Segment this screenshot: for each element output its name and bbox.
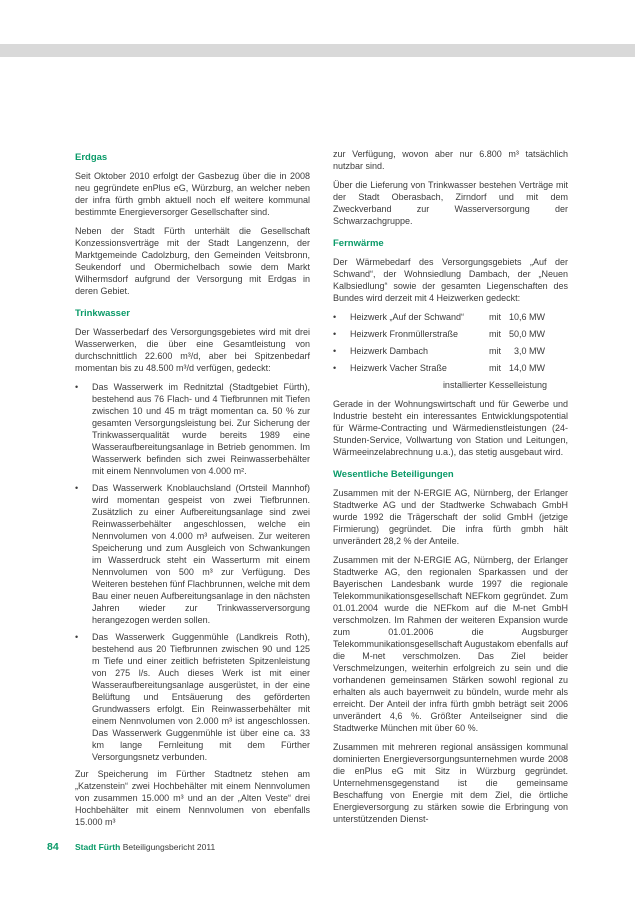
- page-footer: [0, 840, 635, 854]
- list-item-text: Das Wasserwerk Guggenmühle (Landkreis Roth), bestehend aus 20 Tiefbrunnen zwischen 90 und 125 m Tiefe und einer zeitlich befristeten Spitzenleistung von 275 l/s. Auch dieses Werk ist mit einer Wasseraufbereitungsanlage ausgerüstet, in der eine Belüftung und Entsäuerung des geförderten Grundwassers erfolgt. Ein Reinwasserbehälter mit einem Nennvolumen von 2.000 m³ ist angeschlossen. Das Wasserwerk Guggenmühle ist über eine ca. 33 km lange Fernleitung mit dem Fürther Versorgungsnetz verbunden.: [92, 632, 310, 762]
- bullet-icon: •: [333, 346, 337, 356]
- section-heading-erdgas: Erdgas: [75, 152, 108, 163]
- paragraph: Über die Lieferung von Trinkwasser bestehen Verträge mit der Stadt Oberasbach, Zirndorf und mit dem Zweckverband zur Wasserversorgung der Schwarzachgruppe.: [333, 180, 568, 226]
- page-content: [75, 148, 568, 835]
- heizwerk-name: Heizwerk „Auf der Schwand“: [350, 312, 465, 322]
- heizwerk-power: 10,6 MW: [508, 312, 545, 322]
- heizwerk-prefix: mit: [489, 363, 501, 373]
- heizwerk-list: [333, 311, 568, 391]
- heizwerk-power: 14,0 MW: [508, 363, 545, 373]
- heizwerk-prefix: mit: [489, 312, 501, 322]
- list-item: [75, 482, 310, 626]
- top-gray-bar: [0, 44, 635, 57]
- footer-report-title: Beteiligungsbericht 2011: [122, 842, 216, 852]
- list-item: [333, 362, 568, 374]
- list-item-text: Das Wasserwerk Knoblauchsland (Ortsteil Mannhof) wird momentan gespeist von zwei Tiefbrunnen. Zusätzlich zu einer Aufbereitungsanlage sind zwei Reinwasserbehälter angeschlossen, welche ein Nennvolumen von 4.000 m³ aufweisen. Zur weiteren Speicherung und zum Ausgleich von Schwankungen im Wasserdruck steht ein Wasserturm mit einem Nennvolumen von 500 m³ zur Verfügung. Des Weiteren bestehen fünf Flachbrunnen, welche mit dem Bau einer neuen Aufbereitungsanlage in den nächsten Jahren wieder zur Trinkwasserversorgung herangezogen werden sollen.: [92, 483, 310, 625]
- heizwerk-name: Heizwerk Fronmüllerstraße: [350, 329, 459, 339]
- heizwerk-prefix: mit: [489, 346, 501, 356]
- bullet-icon: •: [75, 632, 79, 642]
- heizwerk-power: 50,0 MW: [508, 329, 545, 339]
- paragraph: Der Wärmebedarf des Versorgungsgebiets „Auf der Schwand“, der Wohnsiedlung Dambach, der „Neuen Kalbsiedlung“ sowie der gesamten Liegenschaften des Bundes wird derzeit mit 4 Heizwerken gedeckt:: [333, 257, 568, 303]
- bullet-icon: •: [75, 483, 79, 493]
- bullet-icon: •: [333, 363, 337, 373]
- paragraph: Zusammen mit mehreren regional ansässigen kommunal dominierten Energieversorgungsunternehmen wurde 2008 die enPlus eG mit Sitz in Würzburg gegründet. Unternehmensgegenstand ist die gemeinsame Beschaffung von Energie mit dem Ziel, die örtliche Energieversorgung zu stärken sowie die Erbringung von unterstützenden Dienst-: [333, 742, 568, 824]
- right-column: [333, 148, 568, 835]
- section-heading-trinkwasser: Trinkwasser: [75, 308, 130, 319]
- paragraph: Seit Oktober 2010 erfolgt der Gasbezug über die in 2008 neu gegründete enPlus eG, Würzburg, an welcher neben der infra fürth gmbh aktuell noch elf weitere kommunal bestimmte Energieversorger Gesellschafter sind.: [75, 171, 310, 217]
- left-column: [75, 148, 310, 835]
- list-item: [75, 631, 310, 763]
- paragraph: Der Wasserbedarf des Versorgungsgebietes wird mit drei Wasserwerken, die über eine Gesamtleistung von durchschnittlich 22.600 m³/d, aber bei Spitzenbedarf momentan bis zu 48.500 m³/d verfügen, gedeckt:: [75, 327, 310, 373]
- footer-brand: Stadt Fürth: [75, 842, 121, 852]
- bullet-icon: •: [75, 382, 79, 392]
- bullet-icon: •: [333, 329, 337, 339]
- list-item: [333, 345, 568, 357]
- footer-text: [75, 840, 215, 854]
- paragraph: Gerade in der Wohnungswirtschaft und für Gewerbe und Industrie besteht ein interessantes Entwicklungspotential für Wärme-Contracting und Wärmedienstleistungen (24-Stunden-Service, Vollwartung von Station und Leitungen, Wärmeeinzelabrechnung u.a.), das stetig ausgebaut wird.: [333, 399, 568, 457]
- section-heading-beteiligungen: Wesentliche Beteiligungen: [333, 469, 454, 480]
- heizwerk-note: installierter Kesselleistung: [442, 380, 547, 390]
- paragraph: Neben der Stadt Fürth unterhält die Gesellschaft Konzessionsverträge mit der Stadt Langenzenn, der Marktgemeinde Cadolzburg, den Gemeinden Veitsbronn, Seukendorf und Obermichelbach sowie dem Markt Wilhermsdorf aufgrund der Versorgung mit Erdgas in deren Gebiet.: [75, 226, 310, 296]
- list-item: [333, 311, 568, 323]
- paragraph: Zur Speicherung im Fürther Stadtnetz stehen am „Katzenstein“ zwei Hochbehälter mit einem Nennvolumen von zusammen 15.000 m³ und an der „Alten Veste“ drei Hochbehälter mit einem Nennvolumen von ebenfalls 15.000 m³: [75, 769, 310, 827]
- paragraph: zur Verfügung, wovon aber nur 6.800 m³ tatsächlich nutzbar sind.: [333, 149, 568, 171]
- page-number: 84: [47, 841, 59, 853]
- heizwerk-power: 3,0 MW: [513, 346, 545, 356]
- heizwerk-name: Heizwerk Vacher Straße: [350, 363, 447, 373]
- list-item: [75, 381, 310, 477]
- bullet-icon: •: [333, 312, 337, 322]
- list-item: [333, 328, 568, 340]
- list-item-text: Das Wasserwerk im Rednitztal (Stadtgebiet Fürth), bestehend aus 76 Flach- und 4 Tiefbrunnen mit Tiefen zwischen 10 und 45 m trägt momentan ca. 50 % zur gesamten Versorgungsleistung bei. Zur Sicherung der Trinkwasserqualität wurde bereits 1989 eine Wasseraufbereitungsanlage in Betrieb genommen. Im Wasserwerk befinden sich zwei Reinwasserbehälter mit einem Nennvolumen von 4.000 m².: [92, 382, 310, 476]
- heizwerk-name: Heizwerk Dambach: [350, 346, 429, 356]
- heizwerk-prefix: mit: [489, 329, 501, 339]
- paragraph: Zusammen mit der N-ERGIE AG, Nürnberg, der Erlanger Stadtwerke AG, den regionalen Sparkassen und der Bayerischen Landesbank wurde 1997 die regionale Telekommunikationsgesellschaft NEFkom gegründet. Zum 01.01.2004 wurde die NEFkom auf die M-net GmbH verschmolzen. Im Rahmen der weiteren Expansion wurde zum 01.01.2006 die Augsburger Telekommunikationsgesellschaft Augustakom ebenfalls auf die M-net verschmolzen. Das Ziel beider Verschmelzungen, weiterhin erfolgreich zu sein und die vorhandenen gemeinsamen Stärken sowohl regional zu erhalten als auch bayernweit zu bündeln, wurde mehr als erreicht. Der Anteil der infra fürth gmbh beträgt seit 2006 unverändert 4,6 %. Größter Anteilseigner sind die Stadtwerke München mit über 60 %.: [333, 555, 568, 733]
- section-heading-fernwaerme: Fernwärme: [333, 238, 384, 249]
- paragraph: Zusammen mit der N-ERGIE AG, Nürnberg, der Erlanger Stadtwerke AG und der Stadtwerke Schwabach GmbH wurde 1992 die Trägerschaft der solid GmbH (jetzige Firmierung) gegründet. Die infra fürth gmbh hält unverändert 28,2 % der Anteile.: [333, 488, 568, 546]
